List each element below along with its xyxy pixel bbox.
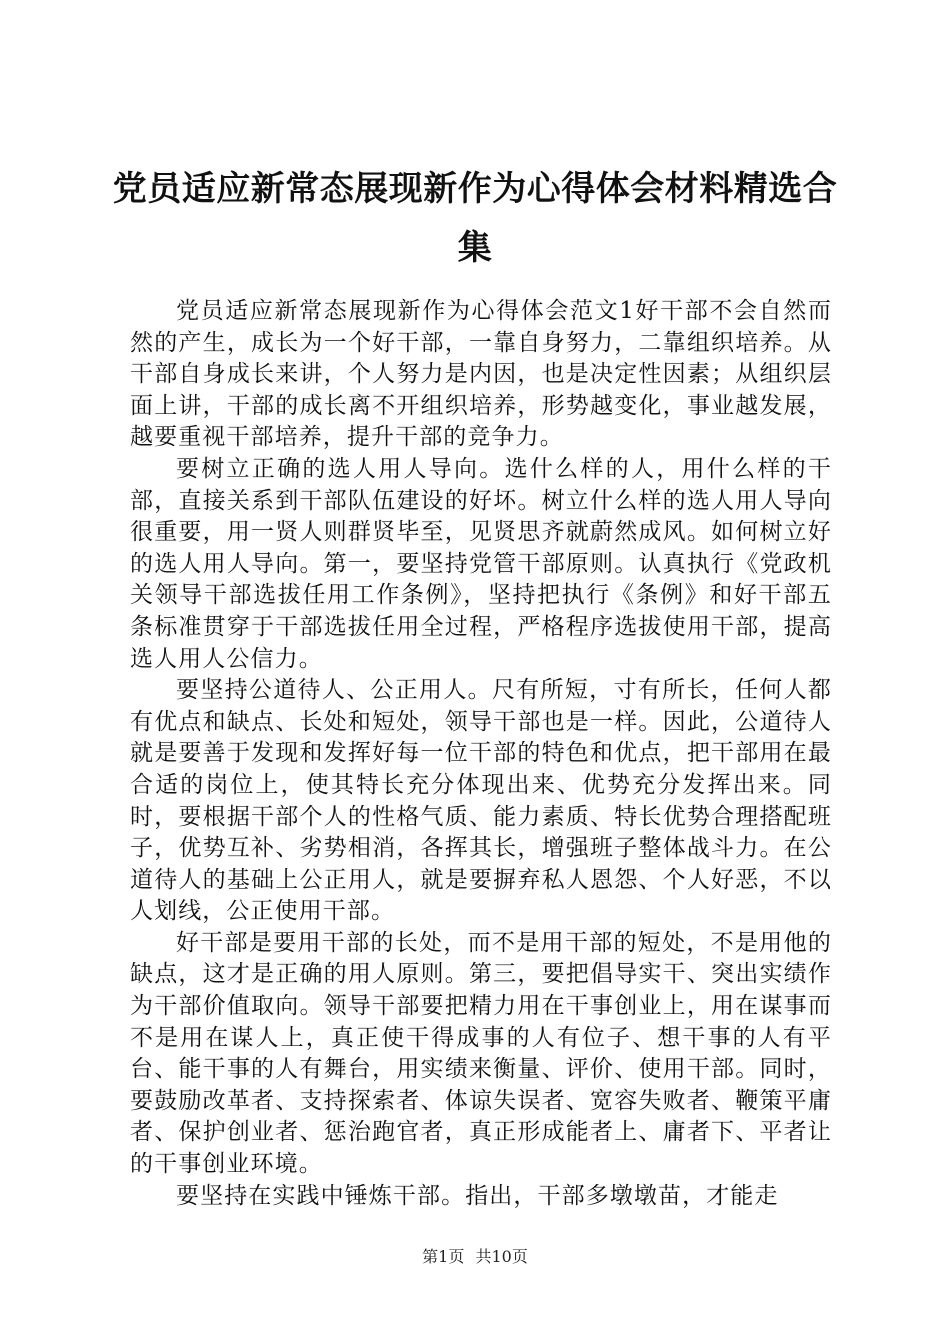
paragraph: 要坚持公道待人、公正用人。尺有所短，寸有所长，任何人都有优点和缺点、长处和短处，领导干部也是一样。因此，公道待人就是要善于发现和发挥好每一位干部的特色和优点，把干部用在最合适的岗位上，使其特长充分体现出来、优势充分发挥出来。同时，要根据干部个人的性格气质、能力素质、特长优势合理搭配班子，优势互补、劣势相消，各挥其长，增强班子整体战斗力。在公道待人的基础上公正用人，就是要摒弃私人恩怨、个人好恶，不以人划线，公正使用干部。: [130, 677, 832, 925]
document-title: 党员适应新常态展现新作为心得体会材料精选合集: [112, 169, 838, 268]
page-footer: [0, 1244, 950, 1267]
paragraph: 党员适应新常态展现新作为心得体会范文1好干部不会自然而然的产生，成长为一个好干部，一靠自身努力，二靠组织培养。从干部自身成长来讲，个人努力是内因，也是决定性因素；从组织层面上讲，干部的成长离不开组织培养，形势越变化，事业越发展，越要重视干部培养，提升干部的竞争力。: [130, 298, 832, 451]
page-total: 共10页: [475, 1247, 528, 1266]
paragraph: 要树立正确的选人用人导向。选什么样的人，用什么样的干部，直接关系到干部队伍建设的好坏。树立什么样的选人用人导向很重要，用一贤人则群贤毕至，见贤思齐就蔚然成风。如何树立好的选人用人导向。第一，要坚持党管干部原则。认真执行《党政机关领导干部选拔任用工作条例》，坚持把执行《条例》和好干部五条标准贯穿于干部选拔任用全过程，严格程序选拔使用干部，提高选人用人公信力。: [130, 455, 832, 672]
document-body: [130, 296, 832, 1212]
paragraph: 要坚持在实践中锤炼干部。指出，干部多墩墩苗，才能走: [176, 1182, 779, 1209]
paragraph: 好干部是要用干部的长处，而不是用干部的短处，不是用他的缺点，这才是正确的用人原则。第三，要把倡导实干、突出实绩作为干部价值取向。领导干部要把精力用在干事创业上，用在谋事而不是用在谋人上，真正使干得成事的人有位子、想干事的人有平台、能干事的人有舞台，用实绩来衡量、评价、使用干部。同时，要鼓励改革者、支持探索者、体谅失误者、宽容失败者、鞭策平庸者、保护创业者、惩治跑官者，真正形成能者上、庸者下、平者让的干事创业环境。: [130, 929, 832, 1178]
page-number: 第1页: [422, 1247, 465, 1266]
